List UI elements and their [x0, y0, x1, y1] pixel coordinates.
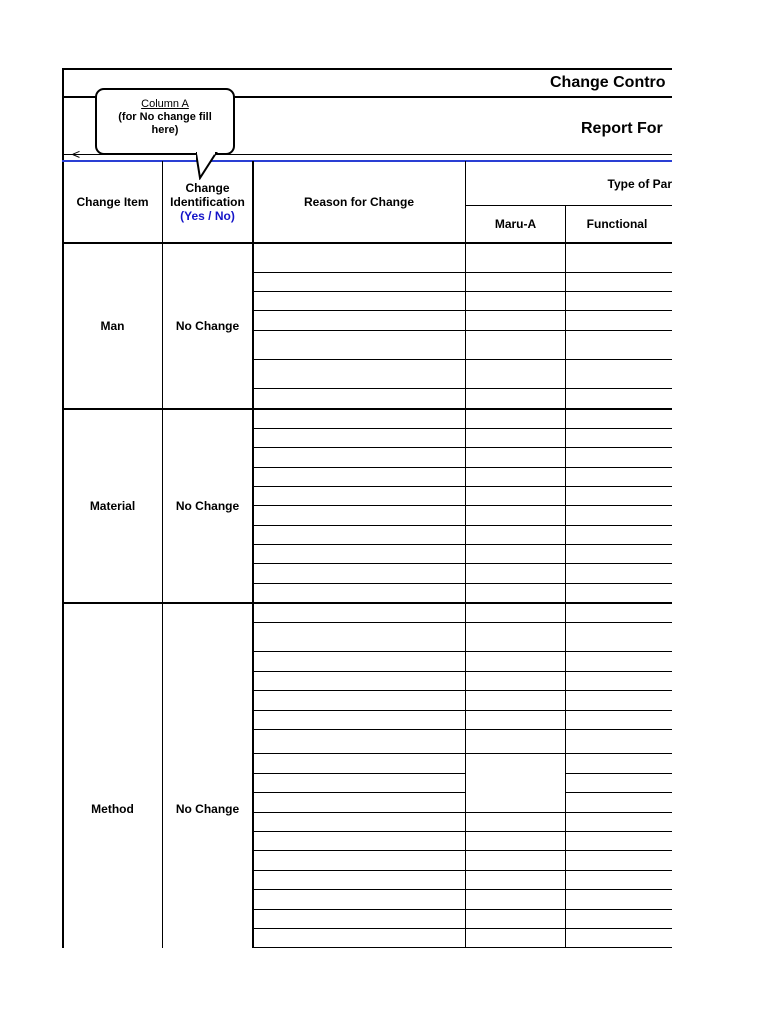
header-col-divider-2 — [252, 161, 254, 948]
report-subtitle: Report For — [581, 120, 663, 137]
header-reason-for-change: Reason for Change — [303, 195, 414, 209]
table-row-line — [253, 310, 672, 311]
table-row-line — [253, 831, 672, 832]
callout-line1: (for No change fill — [118, 111, 212, 123]
callout-line2: here) — [151, 124, 179, 136]
header-functional: Functional — [586, 217, 648, 231]
header-change-label: Change — [185, 181, 230, 195]
table-row-line — [253, 428, 672, 429]
form-title: Change Contro — [550, 74, 666, 91]
header-col-divider-3 — [465, 161, 466, 948]
header-type-of-part: Type of Par — [607, 176, 672, 191]
table-row-line — [253, 505, 672, 506]
table-row-line — [253, 928, 672, 929]
table-row-line — [253, 622, 672, 623]
header-maru-a: Maru-A — [494, 217, 537, 231]
header-identification-label: Identification — [170, 195, 245, 209]
header-yes-no: (Yes / No) — [180, 209, 235, 223]
table-row-line — [253, 671, 672, 672]
callout-heading: Column A — [141, 98, 189, 110]
table-row-line — [253, 753, 672, 754]
section-item-method: Method — [91, 802, 134, 816]
section-item-material: Material — [89, 499, 136, 513]
table-row-line — [253, 359, 672, 360]
table-row-line — [566, 773, 672, 774]
table-row-line — [253, 467, 672, 468]
table-row-line — [253, 792, 465, 793]
table-row-line — [253, 690, 672, 691]
section-identification-man: No Change — [175, 319, 240, 333]
table-row-line — [253, 525, 672, 526]
header-change-item: Change Item — [76, 195, 149, 209]
table-row-line — [253, 272, 672, 273]
header-col-divider-4 — [565, 205, 566, 948]
table-row-line — [253, 563, 672, 564]
header-change-identification — [163, 162, 252, 242]
table-row-line — [253, 447, 672, 448]
section-identification-material: No Change — [175, 499, 240, 513]
table-row-line — [253, 889, 672, 890]
arrow-left-icon: < — [72, 146, 81, 162]
table-row-line — [253, 773, 465, 774]
table-row-line — [253, 947, 672, 948]
table-row-line — [253, 583, 672, 584]
top-border — [62, 68, 672, 70]
table-row-line — [253, 909, 672, 910]
section-identification-method: No Change — [175, 802, 240, 816]
table-row-line — [253, 870, 672, 871]
table-row-line — [253, 651, 672, 652]
table-row-line — [253, 710, 672, 711]
table-row-line — [253, 291, 672, 292]
table-row-line — [253, 330, 672, 331]
table-row-line — [253, 486, 672, 487]
table-row-line — [253, 812, 672, 813]
table-row-line — [253, 388, 672, 389]
column-a-callout — [95, 88, 235, 155]
table-row-line — [566, 792, 672, 793]
table-row-line — [253, 850, 672, 851]
section-item-man: Man — [100, 319, 125, 333]
table-row-line — [253, 544, 672, 545]
table-row-line — [253, 729, 672, 730]
